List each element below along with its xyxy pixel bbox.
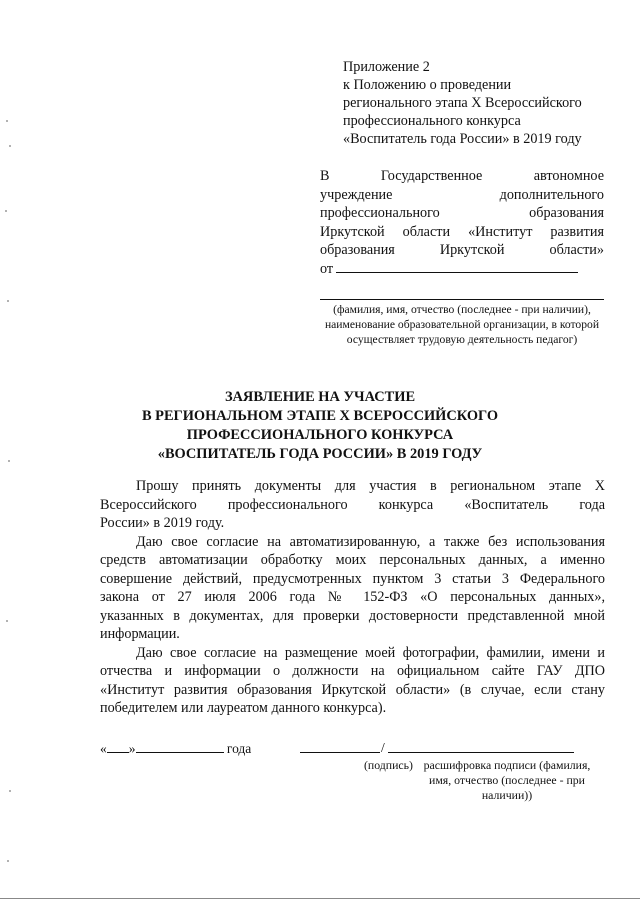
month-blank-field[interactable] <box>136 740 224 753</box>
addressee-line: учреждение дополнительного <box>320 186 604 203</box>
signature-caption: (подпись) <box>364 758 413 772</box>
addressee-line: В Государственное автономное <box>320 168 604 184</box>
body-line: победителем или лауреатом данного конкурса). <box>100 700 387 716</box>
addressee-block <box>320 167 604 278</box>
title-line: ПРОФЕССИОНАЛЬНОГО КОНКУРСА <box>186 427 454 443</box>
fio-blank-field[interactable] <box>320 299 604 300</box>
appendix-line: «Воспитатель года России» в 2019 году <box>343 131 582 147</box>
appendix-line: Приложение 2 <box>343 59 430 75</box>
body-line: информации. <box>100 626 180 642</box>
body-line: Даю свое согласие на автоматизированную, а также без использования <box>136 533 605 550</box>
body-line: отчества и информации о должности на официальном сайте ГАУ ДПО <box>100 663 605 679</box>
from-blank-field[interactable] <box>336 260 578 273</box>
body-line: «Институт развития образования Иркутской области» (в случае, если стану <box>100 681 605 698</box>
body-line: совершение действий, предусмотренных пунктом 3 статьи 3 Федерального <box>100 570 605 587</box>
signature-block <box>100 740 600 810</box>
scan-margin-marks <box>0 0 30 905</box>
appendix-line: к Положению о проведении <box>343 77 512 93</box>
addressee-line: профессионального образования <box>320 205 604 221</box>
decode-blank-field[interactable] <box>388 752 574 753</box>
title-line: «ВОСПИТАТЕЛЬ ГОДА РОССИИ» В 2019 ГОДУ <box>157 446 483 462</box>
signature-slash: / <box>381 740 385 755</box>
paragraph-photo-consent <box>100 644 605 718</box>
fio-hint: (фамилия, имя, отчество (последнее - при наличии), наименование образовательной организации, в которой осуществляет трудовую деятельность педагог) <box>324 303 600 346</box>
application-body <box>100 477 605 718</box>
scan-dot <box>7 300 9 302</box>
scan-dot <box>9 790 11 792</box>
quote-close: » <box>128 741 136 756</box>
body-line: Всероссийского профессионального конкурса «Воспитатель года <box>100 496 605 513</box>
paragraph-request <box>100 477 605 533</box>
day-blank-field[interactable] <box>107 740 129 753</box>
body-line: закона от 27 июля 2006 года № 152-ФЗ «О персональных данных», <box>100 589 605 605</box>
addressee-line: Иркутской области «Институт развития <box>320 223 604 240</box>
appendix-header <box>343 58 613 148</box>
appendix-line: профессионального конкурса <box>343 113 521 129</box>
title-line: В РЕГИОНАЛЬНОМ ЭТАПЕ X ВСЕРОССИЙСКОГО <box>141 408 499 424</box>
document-title <box>80 388 560 464</box>
from-line <box>320 260 604 279</box>
scan-dot <box>5 210 7 212</box>
scan-bottom-edge <box>0 898 640 899</box>
signature-blank-field[interactable] <box>300 752 380 753</box>
body-line: Прошу принять документы для участия в региональном этапе X <box>136 478 605 494</box>
body-line: России» в 2019 году. <box>100 515 225 531</box>
body-line: средств автоматизации обработку моих персональных данных, а именно <box>100 552 605 568</box>
body-line: указанных в документах, для проверки достоверности представленной мной <box>100 607 605 624</box>
from-label: от <box>320 260 334 277</box>
body-line: Даю свое согласие на размещение моей фотографии, фамилии, имени и <box>136 644 605 661</box>
date-field <box>100 740 251 757</box>
scan-dot <box>9 145 11 147</box>
quote-open: « <box>100 741 107 756</box>
scan-dot <box>7 860 9 862</box>
title-line: ЗАЯВЛЕНИЕ НА УЧАСТИЕ <box>224 389 416 405</box>
scan-dot <box>6 620 8 622</box>
decode-caption: расшифровка подписи (фамилия, имя, отчество (последнее - при наличии)) <box>423 758 591 802</box>
year-label: года <box>226 741 252 756</box>
scan-dot <box>8 460 10 462</box>
addressee-line: образования Иркутской области» <box>320 242 604 258</box>
appendix-line: регионального этапа X Всероссийского <box>343 95 582 111</box>
scan-dot <box>6 120 8 122</box>
paragraph-data-consent <box>100 533 605 644</box>
